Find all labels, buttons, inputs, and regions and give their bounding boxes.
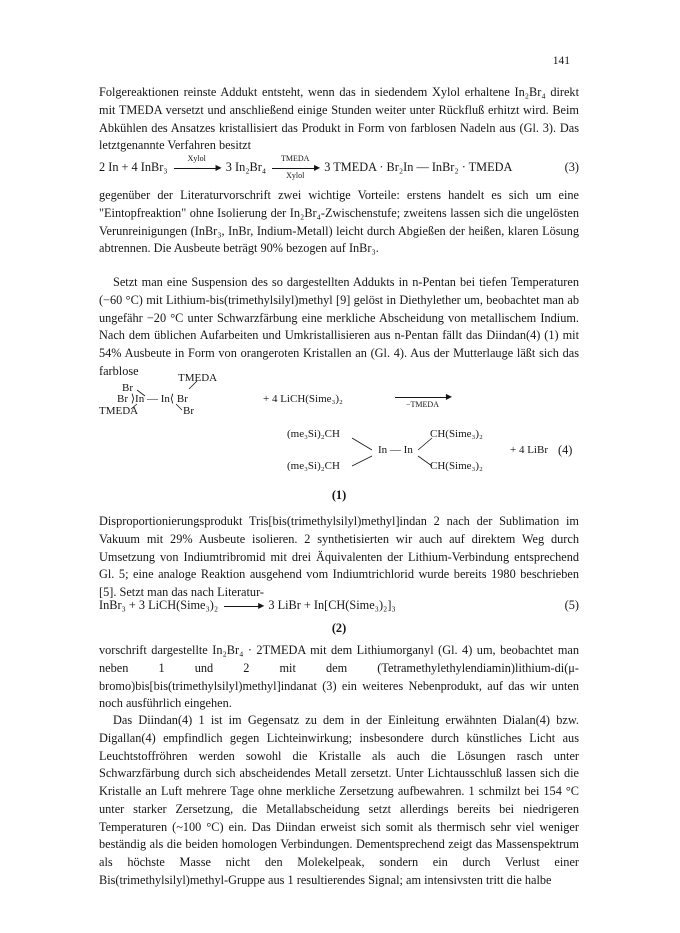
eq3-arrow-2: TMEDA ▶ Xylol (272, 163, 318, 173)
eq4-product-bottom-left: (me₃Si)₂CH (287, 460, 340, 472)
paragraph-5: vorschrift dargestellte In₂Br₄ · 2TMEDA mit dem Lithiumorganyl (Gl. 4) um, beobachtet man neben 1 und 2 mit dem (Tetramethylethylendiamin)lithium-di(μ-bromo)bis[bis(trimethylsilyl)methyl]indanat (3) ein weiteres Nebenprodukt, auf das wir unten noch ausführlich eingehen. (99, 643, 579, 711)
eq4-bond (137, 390, 145, 396)
paragraph-6: Das Diindan(4) 1 ist im Gegensatz zu dem in der Einleitung erwähnten Dialan(4) bzw. Digallan(4) empfindlich gegen Lichteinwirkung; insbesondere durch künstliches Licht aus Leuchtstoffröhren werden sowohl die Kristalle als auch die Lösungen rasch unter Schwarzfärbung durch sich abscheidendes Metall zersetzt. Unter Lichtausschluß lassen sich die Kristalle an Luft mehrere Tage ohne merkliche Zersetzung aufbewahren. 1 schmilzt bei 154 °C unter starker Zersetzung, die Metallabscheidung setzt allerdings bereits bei niedrigeren Temperaturen (~100 °C) ein. Das Diindan erweist sich somit als thermisch sehr viel weniger beständig als die beiden homologen Verbindungen. Dementsprechend zeigt das Massenspektrum als höchste Masse nicht den Molekelpeak, sondern ein durch Verlust einer Bis(trimethylsilyl)methyl-Gruppe aus 1 resultierendes Signal; am intensivsten tritt die halbe (99, 713, 579, 887)
eq4-bond (189, 381, 197, 389)
eq5-left: InBr₃ + 3 LiCH(Sime₃)₂ (99, 598, 219, 612)
eq5-number: (5) (564, 598, 579, 612)
eq4-arrow: ▶ −TMEDA (395, 392, 450, 402)
paragraph-4: Disproportionierungsprodukt Tris[bis(trimethylsilyl)methyl]indan 2 nach der Sublimation im Vakuum mit 29% Ausbeute isolieren. 2 synthetisierten wir auch auf direktem Weg durch Umsetzung von Indiumtribromid mit drei Äquivalenten der Lithium-Verbindung entsprechend Gl. 5; eine analoge Reaktion ausgehend vom Indiumtrichlorid wurde bereits 1980 beschrieben [5]. Setzt man das nach Literatur- (99, 514, 579, 599)
eq4-product-top-left: (me₃Si)₂CH (287, 428, 340, 440)
eq4-compound-label: (1) (331, 488, 347, 502)
page-number: 141 (552, 55, 570, 67)
paragraph-2: gegenüber der Literaturvorschrift zwei wichtige Vorteile: erstens handelt es sich um eine "Eintopfreaktion" ohne Isolierung der In₂Br₄-Zwischenstufe; zweitens lassen sich die ungelösten Verunreinigungen (InBr₃, InBr, Indium-Metall) leicht durch Abgießen der heißen, klaren Lösung abtrennen. Die Ausbeute beträgt 90% bezogen auf InBr₃. (99, 188, 579, 256)
eq3-arrow-1: Xylol ▶ (174, 163, 220, 173)
eq3-arrow-2-below: Xylol (286, 171, 305, 181)
eq4-bond (176, 404, 182, 410)
eq4-product-bottom-right: CH(Sime₃)₂ (430, 460, 483, 472)
eq4-reactant-tmeda-top: TMEDA (178, 372, 218, 384)
eq4-reactant-tmeda-bottom: TMEDA (99, 405, 139, 417)
eq4-arrow-label: −TMEDA (406, 400, 439, 409)
eq3-middle: 3 In₂Br₄ (225, 160, 267, 174)
eq3-number: (3) (564, 160, 579, 174)
eq3-left: 2 In + 4 InBr₃ (99, 160, 168, 174)
eq4-bond (131, 404, 137, 409)
eq3-arrow-1-label: Xylol (187, 154, 206, 164)
eq4-bond (418, 456, 432, 466)
eq4-product-core: In — In (378, 444, 413, 456)
eq4-reagent: + 4 LiCH(Sime₃)₂ (263, 393, 343, 405)
eq4-reactant-br-top: Br (122, 382, 133, 394)
eq4-product-top-right: CH(Sime₃)₂ (430, 428, 483, 440)
eq4-bond (352, 456, 372, 466)
paragraph-3: Setzt man eine Suspension des so dargestellten Addukts in n-Pentan bei tiefen Temperaturen (−60 °C) mit Lithium-bis(trimethylsilyl)methyl [9] gelöst in Diethylether um, beobachtet man ab ungefähr −20 °C unter Schwarzfärbung eine merkliche Abscheidung von metallischem Indium. Nach dem üblichen Aufarbeiten und Umkristallisieren aus n-Pentan fällt das Diindan(4) (1) mit 54% Ausbeute in Form von orangeroten Kristallen an (Gl. 4). Aus der Mutterlauge läßt sich das farblose (99, 275, 579, 378)
eq5-compound-label: (2) (331, 621, 347, 635)
eq5-right: 3 LiBr + In[CH(Sime₃)₂]₃ (268, 598, 396, 612)
eq4-reactant-br-bottom: Br (183, 405, 194, 417)
paragraph-1: Folgereaktionen reinste Addukt entsteht, wenn das in siedendem Xylol erhaltene In₂Br₄ direkt mit TMEDA versetzt und anschließend einige Stunden weiter unter Rückfluß erhitzt wird. Beim Abkühlen des Ansatzes kristallisiert das Produkt in Form von farblosen Nadeln aus (Gl. 3). Das letztgenannte Verfahren besitzt (99, 85, 579, 153)
eq4-number: (4) (558, 443, 573, 457)
eq4-bond (418, 438, 432, 450)
eq4-byproduct: + 4 LiBr (510, 444, 548, 456)
equation-5 (99, 597, 579, 613)
eq3-right: 3 TMEDA · Br₂In — InBr₂ · TMEDA (324, 160, 513, 174)
eq4-reactant-core: Br ⟩In — In⟨ Br (117, 393, 188, 405)
eq4-bond (352, 438, 372, 450)
eq3-arrow-2-above: TMEDA (280, 154, 310, 164)
eq5-arrow: ▶ (224, 601, 262, 611)
